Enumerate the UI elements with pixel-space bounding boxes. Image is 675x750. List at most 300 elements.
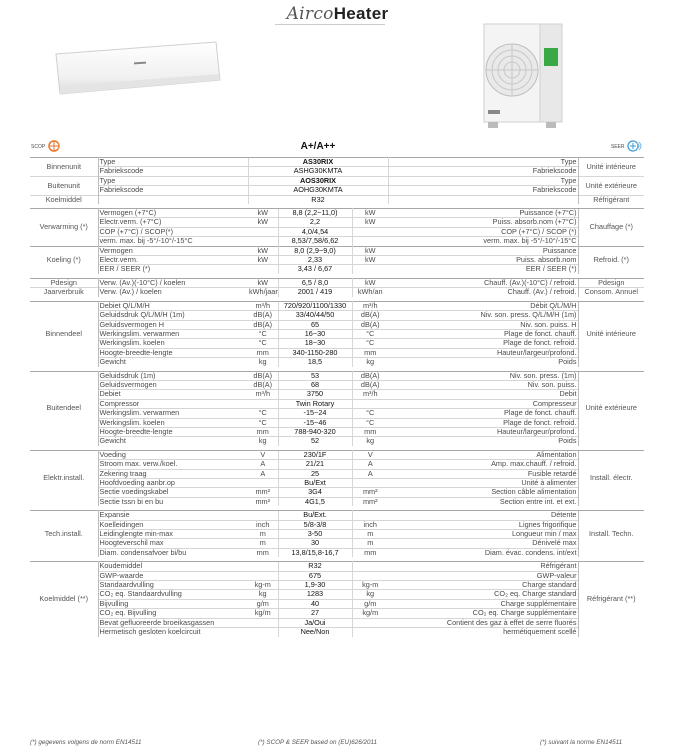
table-row [30,209,644,218]
row-value: 4,0/4,54 [278,227,352,236]
row-unit-fr [352,399,388,408]
row-unit: mm² [248,488,278,497]
table-row [30,195,644,204]
row-unit: kg-m [248,581,278,590]
section-label-nl: Binnendeel [30,301,98,366]
table-row [30,427,644,436]
row-unit-fr: mm² [352,497,388,506]
row-unit-fr: dB(A) [352,380,388,389]
row-label-fr: Type [388,158,578,167]
section-label-fr: Unité extérieure [578,176,644,195]
section-label-nl: Verwarming (*) [30,209,98,247]
row-label-nl: Standaardvulling [98,581,248,590]
section-label-nl: Koelmiddel [30,195,98,204]
row-value: 4G1,5 [278,497,352,506]
table-row [30,520,644,529]
row-value: 788-940-320 [278,427,352,436]
row-unit-fr: kg [352,437,388,446]
row-label-nl: Hoogte-breedte-lengte [98,348,248,357]
row-unit: mm [248,548,278,557]
row-label-fr: Chauff. (Av.) / refroid. [388,288,578,297]
row-value: AOS30RIX [248,176,388,185]
row-unit: kg/m [248,609,278,618]
row-value: 8,0 (2,9~9,0) [278,246,352,255]
table-row [30,348,644,357]
row-value: 6,5 / 8,0 [278,278,352,287]
table-row [30,562,644,571]
row-label-nl: verm. max. bij -5°/-10°/-15°C [98,237,248,246]
section-label-fr: Install. électr. [578,450,644,506]
row-label-fr: Section câble alimentation [388,488,578,497]
row-unit-fr: mm [352,548,388,557]
seer-icon: SEER [611,140,643,150]
row-label-nl: Type [98,176,248,185]
row-value: 25 [278,469,352,478]
row-unit-fr [352,479,388,488]
row-label-fr: Niv. son. puiss. H [388,320,578,329]
row-label-fr: Diam. évac. condens. int/ext [388,548,578,557]
row-label-fr: Niv. son. puiss. [388,380,578,389]
logo-underline [275,24,385,25]
row-value: 675 [278,571,352,580]
section-label-fr: Refroid. (*) [578,246,644,274]
row-unit-fr [352,628,388,637]
row-label-fr: Fabriekscode [388,186,578,195]
row-unit-fr [352,227,388,236]
table-row [30,158,644,167]
row-unit-fr [352,562,388,571]
row-unit: °C [248,409,278,418]
row-label-nl: Diam. condensafvoer bi/bu [98,548,248,557]
row-unit [248,571,278,580]
row-label-nl: Gewicht [98,437,248,446]
footer-note-left: (*) gegevens volgens de norm EN14511 [30,739,142,746]
row-value: R32 [248,195,388,204]
row-unit: m³/h [248,390,278,399]
row-label-fr: EER / SEER (*) [388,265,578,274]
section-label-nl: Pdesign [30,278,98,287]
section-label-fr: Réfrigérant [578,195,644,204]
row-value: 3,43 / 6,67 [278,265,352,274]
row-label-nl: Hoogteverschil max [98,539,248,548]
section-label-nl: Jaarverbruik [30,288,98,297]
row-unit: mm [248,348,278,357]
outdoor-unit-image [480,18,575,133]
row-label-nl: Electr.verm. [98,256,248,265]
row-label-nl: Geluidsvermogen [98,380,248,389]
row-unit-fr: kg/m [352,609,388,618]
table-row [30,479,644,488]
row-value: Nee/Non [278,628,352,637]
row-label-fr: Amp. max.chauff. / refroid. [388,460,578,469]
table-row [30,358,644,367]
row-value: 2001 / 419 [278,288,352,297]
row-value: R32 [278,562,352,571]
row-label-fr: Longueur min / max [388,530,578,539]
row-label-fr: Lignes frigorifique [388,520,578,529]
table-row [30,390,644,399]
row-label-nl: Werkingslim. verwarmen [98,329,248,338]
row-label-nl: CO₂ eq. Standaardvulling [98,590,248,599]
row-label-fr: Charge standard [388,581,578,590]
row-unit-fr: m³/h [352,301,388,310]
row-value: 720/920/1100/1330 [278,301,352,310]
section-label-nl: Buitenunit [30,176,98,195]
row-unit-fr [352,571,388,580]
row-label-fr: GWP-valeur [388,571,578,580]
row-label-nl: Electr.verm. (+7°C) [98,218,248,227]
row-label-fr: Compresseur [388,399,578,408]
row-label-fr: Fabriekscode [388,167,578,176]
row-value: 65 [278,320,352,329]
row-value: 18,5 [278,358,352,367]
row-value: 230/1F [278,450,352,459]
row-unit-fr: dB(A) [352,311,388,320]
row-label-nl: Compressor [98,399,248,408]
row-unit: °C [248,418,278,427]
row-value: 52 [278,437,352,446]
row-unit: m [248,530,278,539]
row-label-fr: Puiss. absorb.nom (+7°C) [388,218,578,227]
row-unit: kg [248,437,278,446]
row-label-fr: Section entre int. et ext. [388,497,578,506]
row-value: 16~30 [278,329,352,338]
row-label-nl: Gewicht [98,358,248,367]
section-label-nl: Koeling (*) [30,246,98,274]
row-unit: dB(A) [248,380,278,389]
row-unit: °C [248,339,278,348]
brand-logo: AircoHeater [286,4,389,24]
row-value: 13,8/15,8-16,7 [278,548,352,557]
row-unit-fr: dB(A) [352,320,388,329]
row-unit-fr: A [352,469,388,478]
section-label-fr: Réfrigérant (**) [578,562,644,637]
row-label-nl: CO₂ eq. Bijvulling [98,609,248,618]
row-label-nl: Bevat gefluoreerde broeikasgassen [98,618,248,627]
row-label-fr: Contient des gaz à effet de serre fluorés [388,618,578,627]
section-label-fr: Install. Techn. [578,511,644,558]
row-unit: inch [248,520,278,529]
row-unit [248,265,278,274]
table-row [30,548,644,557]
scop-icon: SCOP [31,140,62,150]
row-unit: kW [248,278,278,287]
row-label-fr: Fusible retardé [388,469,578,478]
table-row [30,488,644,497]
row-label-nl: Bijvulling [98,599,248,608]
row-label-fr: COP (+7°C) / SCOP (*) [388,227,578,236]
row-label-nl: EER / SEER (*) [98,265,248,274]
row-value: 68 [278,380,352,389]
row-unit-fr: kg-m [352,581,388,590]
row-value: 18~30 [278,339,352,348]
row-unit: dB(A) [248,371,278,380]
row-value: 33/40/44/50 [278,311,352,320]
table-row [30,265,644,274]
row-label-nl: Sectie tssn bi en bu [98,497,248,506]
row-unit-fr [352,237,388,246]
row-value: ASHG30KMTA [248,167,388,176]
row-label-nl: Werkingslim. verwarmen [98,409,248,418]
row-unit: mm [248,427,278,436]
row-unit-fr: kW [352,218,388,227]
row-unit: kW [248,209,278,218]
row-value: 1283 [278,590,352,599]
row-label-nl: Type [98,158,248,167]
row-unit [248,511,278,520]
section-label-nl: Koelmiddel (**) [30,562,98,637]
table-row [30,301,644,310]
row-unit-fr: kW [352,209,388,218]
row-label-fr: Charge supplémentaire [388,599,578,608]
row-value: AOHG30KMTA [248,186,388,195]
section-label-fr: Consom. Annuel [578,288,644,297]
table-row [30,418,644,427]
table-row [30,278,644,287]
row-unit-fr [352,265,388,274]
row-label-nl: Vermogen [98,246,248,255]
row-label-fr: Puissance (+7°C) [388,209,578,218]
row-value: 40 [278,599,352,608]
table-row [30,497,644,506]
row-unit [248,562,278,571]
row-label-nl: Hoofdvoeding aanbr.op [98,479,248,488]
row-value: 8,8 (2,2~11,0) [278,209,352,218]
row-unit: kWh/jaar [249,287,278,297]
row-value: 3750 [278,390,352,399]
row-label-fr: Niv. son. press. Q/L/M/H (1m) [388,311,578,320]
row-label-fr: Débit Q/L/M/H [388,301,578,310]
table-row [30,571,644,580]
row-unit-fr: °C [352,329,388,338]
section-label-fr: Chauffage (*) [578,209,644,247]
table-row [30,246,644,255]
section-label-nl: Binnenunit [30,158,98,177]
row-unit: g/m [248,599,278,608]
row-label-fr: Plage de fonct. chauff. [388,409,578,418]
row-label-nl: Expansie [98,511,248,520]
table-row [30,339,644,348]
row-value: 30 [278,539,352,548]
row-value: -15~46 [278,418,352,427]
footer-note-right: (*) suivant la norme EN14511 [540,739,623,746]
table-row [30,329,644,338]
row-value: 8,53/7,58/6,62 [278,237,352,246]
row-value: Ja/Oui [278,618,352,627]
row-label-nl: Werkingslim. koelen [98,418,248,427]
row-label-fr: Hauteur/largeur/profond. [388,427,578,436]
row-unit-fr: kWh/an [352,288,388,297]
row-value: Bu/Ext [278,479,352,488]
row-unit: dB(A) [248,311,278,320]
row-label-nl: Geluidsdruk (1m) [98,371,248,380]
row-label-fr: Plage de fonct. refroid. [388,339,578,348]
row-label-nl: Fabriekscode [98,167,248,176]
row-unit: m [248,539,278,548]
row-unit-fr [352,511,388,520]
section-label-fr: Unité extérieure [578,371,644,446]
section-label-nl: Buitendeel [30,371,98,446]
row-unit-fr: kg [352,590,388,599]
energy-class: A+/A++ [300,141,336,153]
table-row [30,176,644,185]
row-label-fr: Plage de fonct. chauff. [388,329,578,338]
row-label-nl: Verw. (Av.) / koelen [98,288,248,297]
row-value: 2,2 [278,218,352,227]
row-label-nl [98,195,248,204]
row-value: Twin Rotary [278,399,352,408]
table-row [30,469,644,478]
row-value: 53 [278,371,352,380]
table-row [30,530,644,539]
row-unit [248,479,278,488]
row-label-fr: Poids [388,358,578,367]
table-row [30,186,644,195]
row-unit: kW [248,256,278,265]
row-unit: m³/h [248,301,278,310]
table-row [30,256,644,265]
row-unit-fr: mm² [352,488,388,497]
row-unit: V [248,450,278,459]
row-label-fr: CO₂ eq. Charge standard [388,590,578,599]
row-unit-fr: kW [352,256,388,265]
row-label-fr: Debit [388,390,578,399]
row-unit-fr: kW [352,246,388,255]
section-label-fr: Pdesign [578,278,644,287]
row-unit-fr: g/m [352,599,388,608]
row-unit-fr: °C [352,409,388,418]
row-label-nl: COP (+7°C) / SCOP(*) [98,227,248,236]
table-row [30,371,644,380]
table-row [30,399,644,408]
row-label-fr: Plage de fonct. refroid. [388,418,578,427]
row-unit: A [248,460,278,469]
row-unit-fr: m³/h [352,390,388,399]
row-value: 27 [278,609,352,618]
row-label-fr [388,195,578,204]
row-unit [248,618,278,627]
row-label-fr: Chauff. (Av.)(-10°C) / refroid. [388,278,578,287]
row-unit: kW [248,246,278,255]
table-row [30,167,644,176]
table-row [30,450,644,459]
row-unit: dB(A) [248,320,278,329]
row-label-nl: Geluidsdruk Q/L/M/H (1m) [98,311,248,320]
table-row [30,288,644,297]
section-label-fr: Unité intérieure [578,301,644,366]
row-label-fr: verm. max. bij -5°/-10°/-15°C [388,237,578,246]
row-unit-fr: dB(A) [352,371,388,380]
table-row [30,539,644,548]
table-row [30,581,644,590]
row-label-nl: Fabriekscode [98,186,248,195]
row-unit [248,399,278,408]
row-unit-fr: mm [352,348,388,357]
row-label-nl: Werkingslim. koelen [98,339,248,348]
row-unit-fr: inch [352,520,388,529]
row-unit: A [248,469,278,478]
row-label-fr: Type [388,176,578,185]
row-value: Bu/Ext. [278,511,352,520]
row-label-nl: Sectie voedingskabel [98,488,248,497]
table-row [30,599,644,608]
row-unit [248,227,278,236]
row-label-nl: Voeding [98,450,248,459]
row-unit-fr: A [352,460,388,469]
table-row [30,320,644,329]
row-unit [248,628,278,637]
spec-table [30,157,644,637]
indoor-unit-image [52,40,222,96]
row-label-fr: Dénivelé max [388,539,578,548]
table-row [30,409,644,418]
row-value: 5/8-3/8 [278,520,352,529]
footer-note-middle: (*) SCOP & SEER based on (EU)626/2011 [258,739,377,746]
row-label-fr: Puissance [388,246,578,255]
row-unit-fr: V [352,450,388,459]
row-label-nl: Geluidsvermogen H [98,320,248,329]
table-row [30,237,644,246]
table-row [30,511,644,520]
table-row [30,628,644,637]
row-label-nl: Koudemiddel [98,562,248,571]
row-unit-fr: kg [352,358,388,367]
table-row [30,590,644,599]
row-label-fr: Puiss. absorb.nom [388,256,578,265]
row-value: 1,9-30 [278,581,352,590]
row-unit-fr [352,618,388,627]
row-unit-fr: °C [352,418,388,427]
table-row [30,460,644,469]
row-label-fr: Poids [388,437,578,446]
row-unit: kW [248,218,278,227]
row-label-nl: Verw. (Av.)(-10°C) / koelen [98,278,248,287]
row-label-nl: Leidinglengte min-max [98,530,248,539]
row-value: 3G4 [278,488,352,497]
row-label-nl: Vermogen (+7°C) [98,209,248,218]
row-label-fr: Alimentation [388,450,578,459]
section-label-fr: Unité intérieure [578,158,644,177]
row-unit-fr: °C [352,339,388,348]
table-row [30,437,644,446]
row-label-fr: Unité à alimenter [388,479,578,488]
row-label-fr: Réfrigérant [388,562,578,571]
row-unit-fr: m [352,530,388,539]
row-label-nl: Zekering traag [98,469,248,478]
table-row [30,618,644,627]
table-row [30,380,644,389]
row-label-nl: Stroom max. verw./koel. [98,460,248,469]
table-row [30,227,644,236]
row-label-nl: Hermetisch gesloten koelcircuit [98,628,248,637]
row-label-fr: Détente [388,511,578,520]
row-label-fr: Hauteur/largeur/profond. [388,348,578,357]
row-value: 2,33 [278,256,352,265]
spec-header [30,140,644,153]
row-label-nl: GWP-waarde [98,571,248,580]
row-value: -15~24 [278,409,352,418]
row-value: 340-1150-280 [278,348,352,357]
table-row [30,609,644,618]
row-unit: mm² [248,497,278,506]
row-unit-fr: kW [352,278,388,287]
table-row [30,311,644,320]
row-value: AS30RIX [248,158,388,167]
row-label-fr: Niv. son. press. (1m) [388,371,578,380]
row-unit-fr: mm [352,427,388,436]
table-row [30,218,644,227]
row-unit: kg [248,358,278,367]
